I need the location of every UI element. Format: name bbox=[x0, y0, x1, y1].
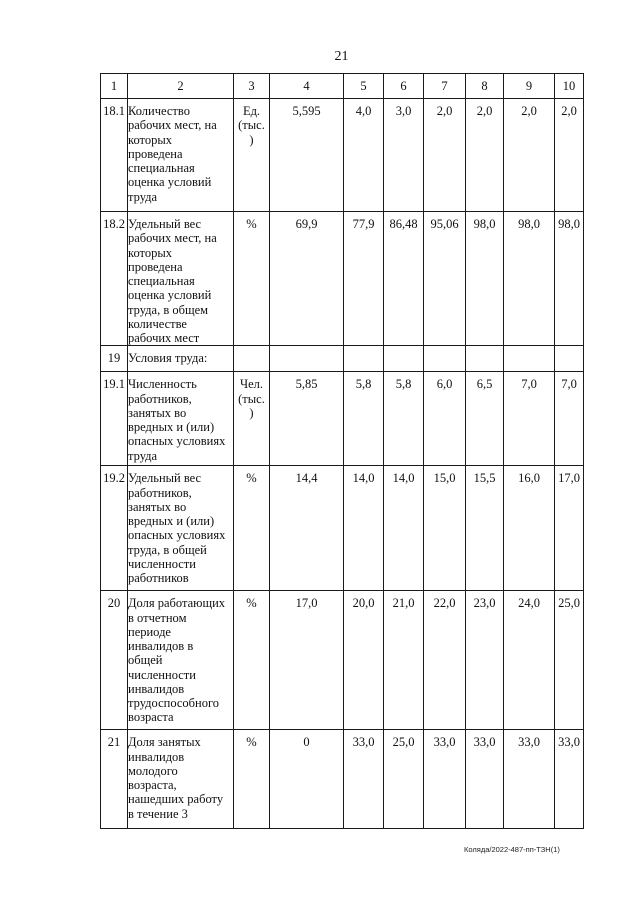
value-cell: 77,9 bbox=[344, 212, 384, 346]
value-cell: 22,0 bbox=[424, 591, 466, 730]
row-number: 19.2 bbox=[101, 466, 128, 591]
value-cell: 7,0 bbox=[504, 372, 555, 466]
value-cell: 23,0 bbox=[466, 591, 504, 730]
table-body bbox=[101, 99, 584, 829]
value-cell: 0 bbox=[270, 730, 344, 829]
value-cell: 5,8 bbox=[344, 372, 384, 466]
indicator-name: Численность работников, занятых во вредных и (или) опасных условиях труда bbox=[128, 372, 234, 466]
table-row bbox=[101, 466, 584, 591]
value-cell: 6,5 bbox=[466, 372, 504, 466]
value-cell: 17,0 bbox=[270, 591, 344, 730]
value-cell: 33,0 bbox=[424, 730, 466, 829]
value-cell: 98,0 bbox=[466, 212, 504, 346]
value-cell: 86,48 bbox=[384, 212, 424, 346]
page-number: 21 bbox=[334, 49, 349, 64]
indicator-name: Доля занятых инвалидов молодого возраста, нашедших работу в течение 3 bbox=[128, 730, 234, 829]
value-cell: 17,0 bbox=[555, 466, 584, 591]
value-cell: 6,0 bbox=[424, 372, 466, 466]
unit-cell: % bbox=[234, 466, 270, 591]
column-header-9: 9 bbox=[504, 74, 555, 99]
table-row bbox=[101, 730, 584, 829]
value-cell: 5,8 bbox=[384, 372, 424, 466]
indicator-name: Удельный вес рабочих мест, на которых проведена специальная оценка условий труда, в общем количестве рабочих мест bbox=[128, 212, 234, 346]
value-cell: 15,5 bbox=[466, 466, 504, 591]
value-cell: 14,0 bbox=[344, 466, 384, 591]
value-cell: 98,0 bbox=[555, 212, 584, 346]
value-cell: 98,0 bbox=[504, 212, 555, 346]
document-code: Коляда/2022-487-пп-ТЗН(1) bbox=[464, 845, 560, 854]
unit-cell: % bbox=[234, 730, 270, 829]
value-cell bbox=[270, 346, 344, 372]
value-cell bbox=[504, 346, 555, 372]
row-number: 21 bbox=[101, 730, 128, 829]
value-cell bbox=[555, 346, 584, 372]
column-header-5: 5 bbox=[344, 74, 384, 99]
table-row bbox=[101, 372, 584, 466]
unit-cell: % bbox=[234, 212, 270, 346]
row-number: 19.1 bbox=[101, 372, 128, 466]
column-header-1: 1 bbox=[101, 74, 128, 99]
column-header-2: 2 bbox=[128, 74, 234, 99]
value-cell: 69,9 bbox=[270, 212, 344, 346]
column-header-4: 4 bbox=[270, 74, 344, 99]
value-cell bbox=[466, 346, 504, 372]
value-cell: 20,0 bbox=[344, 591, 384, 730]
row-number: 19 bbox=[101, 346, 128, 372]
value-cell: 2,0 bbox=[466, 99, 504, 212]
value-cell: 5,85 bbox=[270, 372, 344, 466]
value-cell bbox=[384, 346, 424, 372]
indicator-name: Доля работающих в отчетном периоде инвалидов в общей численности инвалидов трудоспособного возраста bbox=[128, 591, 234, 730]
value-cell bbox=[424, 346, 466, 372]
value-cell: 33,0 bbox=[555, 730, 584, 829]
column-header-3: 3 bbox=[234, 74, 270, 99]
value-cell: 95,06 bbox=[424, 212, 466, 346]
column-header-6: 6 bbox=[384, 74, 424, 99]
row-number: 18.2 bbox=[101, 212, 128, 346]
row-number: 18.1 bbox=[101, 99, 128, 212]
value-cell: 3,0 bbox=[384, 99, 424, 212]
unit-cell: % bbox=[234, 591, 270, 730]
value-cell: 25,0 bbox=[384, 730, 424, 829]
column-header-8: 8 bbox=[466, 74, 504, 99]
unit-cell bbox=[234, 346, 270, 372]
value-cell: 25,0 bbox=[555, 591, 584, 730]
table-row bbox=[101, 99, 584, 212]
column-header-7: 7 bbox=[424, 74, 466, 99]
indicator-name: Удельный вес работников, занятых во вредных и (или) опасных условиях труда, в общей численности работников bbox=[128, 466, 234, 591]
value-cell: 7,0 bbox=[555, 372, 584, 466]
value-cell: 14,0 bbox=[384, 466, 424, 591]
value-cell: 5,595 bbox=[270, 99, 344, 212]
value-cell: 4,0 bbox=[344, 99, 384, 212]
table-row bbox=[101, 212, 584, 346]
value-cell: 2,0 bbox=[504, 99, 555, 212]
unit-cell: Ед. (тыс. ) bbox=[234, 99, 270, 212]
indicators-table bbox=[100, 73, 584, 829]
value-cell: 33,0 bbox=[344, 730, 384, 829]
value-cell: 2,0 bbox=[424, 99, 466, 212]
value-cell: 24,0 bbox=[504, 591, 555, 730]
value-cell: 21,0 bbox=[384, 591, 424, 730]
table-row bbox=[101, 346, 584, 372]
value-cell: 33,0 bbox=[466, 730, 504, 829]
value-cell: 15,0 bbox=[424, 466, 466, 591]
value-cell bbox=[344, 346, 384, 372]
unit-cell: Чел. (тыс. ) bbox=[234, 372, 270, 466]
value-cell: 14,4 bbox=[270, 466, 344, 591]
value-cell: 16,0 bbox=[504, 466, 555, 591]
indicator-name: Условия труда: bbox=[128, 346, 234, 372]
column-header-10: 10 bbox=[555, 74, 584, 99]
indicator-name: Количество рабочих мест, на которых проведена специальная оценка условий труда bbox=[128, 99, 234, 212]
value-cell: 33,0 bbox=[504, 730, 555, 829]
table-row bbox=[101, 591, 584, 730]
row-number: 20 bbox=[101, 591, 128, 730]
table-header-row bbox=[101, 74, 584, 99]
value-cell: 2,0 bbox=[555, 99, 584, 212]
